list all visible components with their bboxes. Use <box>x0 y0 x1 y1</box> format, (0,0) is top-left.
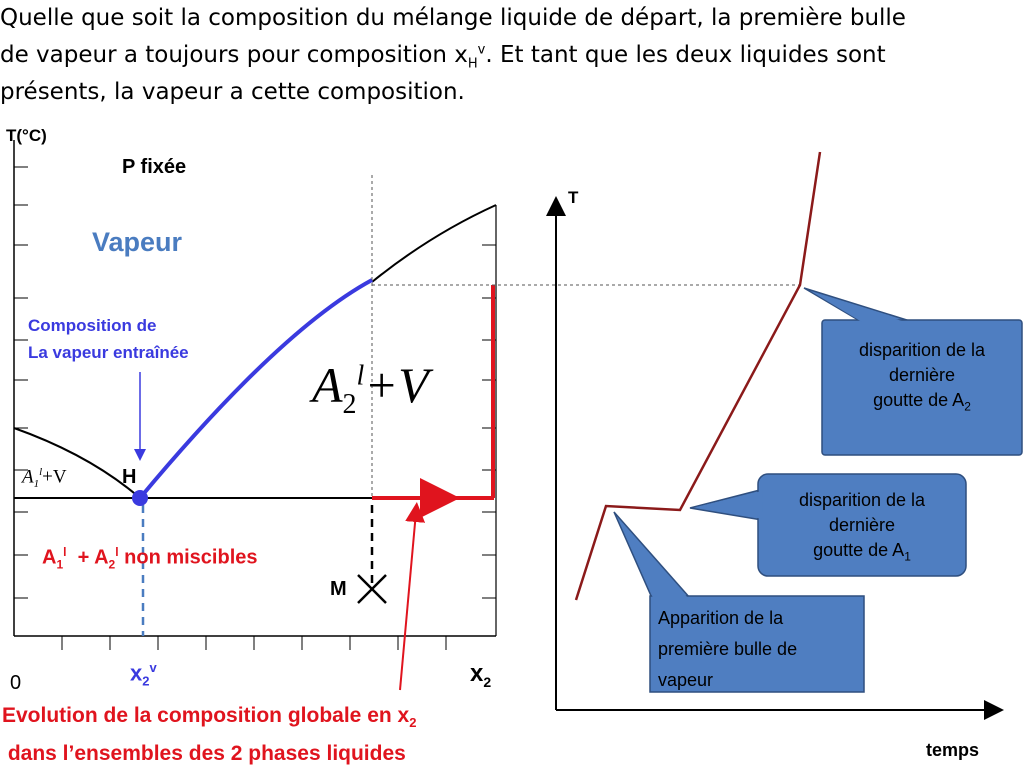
callout-mid-line-3 <box>760 538 964 570</box>
x2-sub: 2 <box>483 673 492 690</box>
left-region-sup: l <box>39 466 43 478</box>
point-h <box>132 490 148 506</box>
intro-line-3: présents, la vapeur a cette composition. <box>0 79 465 105</box>
callout-bot-line-2: première bulle de <box>658 639 798 659</box>
evolution-line-1 <box>2 700 416 738</box>
imm-tail: non miscibles <box>118 546 258 569</box>
callout-top-line-2: dernière <box>888 365 956 385</box>
imm-sup1: l <box>63 545 67 559</box>
vapour-composition-label <box>28 312 189 366</box>
origin-label: 0 <box>10 672 22 694</box>
callout-mid-line-1: disparition de la <box>798 490 926 510</box>
vapour-region-label: Vapeur <box>92 227 183 257</box>
intro-line-2a: de vapeur a toujours pour composition x <box>0 42 468 68</box>
callout-bot-line-1: Apparition de la <box>658 608 784 628</box>
evolution-label <box>2 700 416 769</box>
intro-line-2b: . Et tant que les deux liquides sont <box>485 42 886 68</box>
right-region-sup: l <box>356 360 365 392</box>
callout-top-text <box>824 338 1020 420</box>
dew-curve-upper <box>372 205 496 282</box>
evolution-1sub: 2 <box>409 715 417 731</box>
x-ticks <box>62 636 446 650</box>
x2v-sup: v <box>149 660 157 675</box>
x2v-sub: 2 <box>142 673 150 689</box>
right-region-label <box>312 356 429 421</box>
intro-line-1: Quelle que soit la composition du mélange liquide de départ, la première bulle <box>0 5 906 31</box>
callout-top-sub: 2 <box>964 399 971 414</box>
callout-top-line-1: disparition de la <box>858 340 986 360</box>
point-h-label: H <box>122 466 137 488</box>
vapour-comp-line-2: La vapeur entraînée <box>28 343 189 362</box>
pressure-label: P fixée <box>122 156 187 178</box>
x2v-label <box>130 660 157 689</box>
vapour-comp-line-1: Composition de <box>28 316 157 335</box>
imm-sub2: 2 <box>108 557 116 572</box>
cooling-x-label: temps <box>926 740 980 760</box>
callout-mid-line-2: dernière <box>828 515 896 535</box>
imm-sub1: 1 <box>56 557 64 572</box>
immiscible-label <box>42 545 258 572</box>
left-region-b: +V <box>42 466 67 488</box>
point-m-label: M <box>330 578 347 600</box>
callout-mid-text <box>760 488 964 570</box>
intro-sub: H <box>467 56 478 72</box>
evolution-line-2: dans l’ensembles des 2 phases liquides <box>2 742 406 766</box>
cooling-y-label: T <box>568 188 579 207</box>
right-region-a: A <box>312 357 343 413</box>
callout-mid-line-3a: goutte de A <box>813 540 905 560</box>
right-region-b: +V <box>364 357 429 413</box>
callout-bot-text <box>658 603 858 696</box>
x2v-main: x <box>130 660 143 686</box>
evolution-pointer <box>400 512 416 690</box>
x2-main: x <box>470 660 484 687</box>
left-region-label <box>22 466 67 490</box>
right-region-sub: 2 <box>342 389 357 420</box>
imm-a1: A <box>42 546 57 569</box>
callout-bot-line-3: vapeur <box>658 670 714 690</box>
left-region-sub: 1 <box>33 478 40 491</box>
callout-top-line-3a: goutte de A <box>873 390 965 410</box>
intro-sup: v <box>477 42 486 58</box>
x2-label <box>470 660 491 690</box>
imm-sup2: l <box>115 545 119 559</box>
imm-a2: + A <box>77 546 109 569</box>
left-region-a: A <box>22 466 34 488</box>
evolution-1a: Evolution de la composition globale en x <box>2 704 410 727</box>
callout-mid-sub: 1 <box>904 549 911 564</box>
y-axis-label: T(°C) <box>6 126 47 145</box>
callout-top-line-3 <box>824 388 1020 420</box>
